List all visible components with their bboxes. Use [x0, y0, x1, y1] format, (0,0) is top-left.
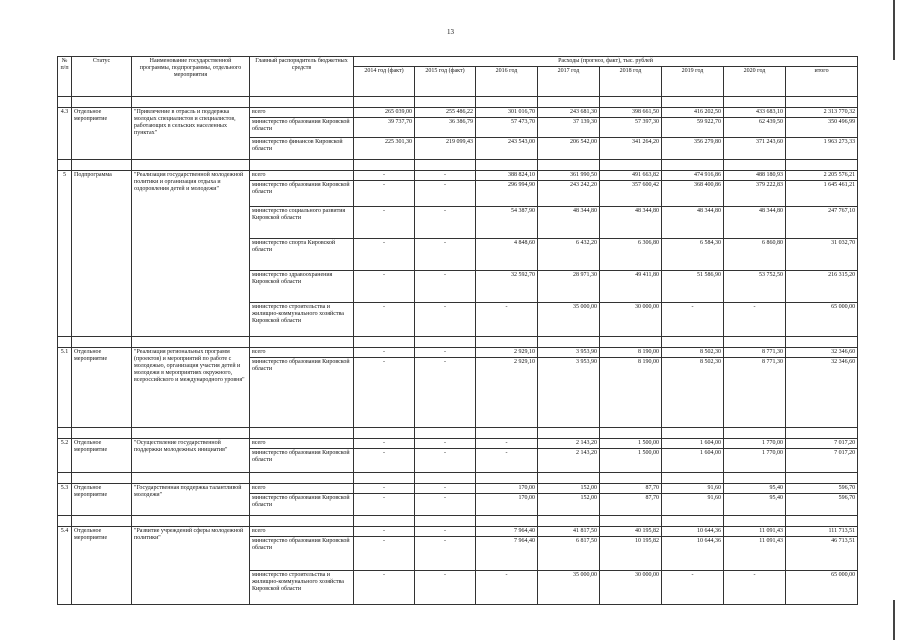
gap-cell: [72, 516, 132, 527]
row-value: 206 542,00: [538, 138, 600, 160]
gap-cell: [476, 97, 538, 108]
row-value: 3 953,90: [538, 348, 600, 358]
row-value: 243 242,20: [538, 181, 600, 207]
row-value: 379 222,83: [724, 181, 786, 207]
row-value: 28 971,30: [538, 271, 600, 303]
row-value: 350 496,99: [786, 118, 858, 138]
gap-cell: [72, 160, 132, 171]
gap-cell: [354, 473, 415, 484]
gap-cell: [538, 160, 600, 171]
row-value: 6 306,80: [600, 239, 662, 271]
gap-cell: [724, 473, 786, 484]
row-number: 5.4: [58, 527, 72, 605]
row-value: -: [354, 494, 415, 516]
row-value: 62 439,50: [724, 118, 786, 138]
gap-cell: [132, 160, 250, 171]
row-value: 8 502,30: [662, 348, 724, 358]
row-value: -: [415, 303, 476, 337]
row-value: 152,00: [538, 494, 600, 516]
header-year: 2015 год (факт): [415, 67, 476, 97]
gap-cell: [58, 337, 72, 348]
row-executor: министерство спорта Кировской области: [250, 239, 354, 271]
row-value: 48 344,80: [724, 207, 786, 239]
row-value: 255 486,22: [415, 108, 476, 118]
row-value: 1 770,00: [724, 449, 786, 473]
row-measure-name: "Реализация государственной молодежной политики и организация отдыха и оздоровления детей и молодежи": [132, 171, 250, 337]
gap-cell: [662, 97, 724, 108]
row-value: 596,70: [786, 484, 858, 494]
row-value: 1 645 461,21: [786, 181, 858, 207]
gap-cell: [132, 428, 250, 439]
row-value: 35 000,00: [538, 303, 600, 337]
row-value: -: [415, 358, 476, 428]
gap-cell: [476, 516, 538, 527]
row-value: 225 301,30: [354, 138, 415, 160]
gap-cell: [354, 160, 415, 171]
row-value: 57 397,30: [600, 118, 662, 138]
budget-table: [57, 56, 858, 605]
row-value: -: [354, 439, 415, 449]
row-value: 491 663,82: [600, 171, 662, 181]
row-status: Подпрограмма: [72, 171, 132, 337]
block-gap-row: [58, 473, 858, 484]
gap-cell: [354, 428, 415, 439]
row-executor: министерство образования Кировской области: [250, 494, 354, 516]
gap-cell: [786, 428, 858, 439]
row-value: 111 713,51: [786, 527, 858, 537]
row-value: 54 387,90: [476, 207, 538, 239]
row-value: 46 713,51: [786, 537, 858, 571]
row-value: 1 963 273,33: [786, 138, 858, 160]
page-number: 13: [447, 28, 454, 36]
header-year: 2017 год: [538, 67, 600, 97]
gap-cell: [538, 337, 600, 348]
table-row: [58, 348, 858, 358]
row-value: -: [476, 449, 538, 473]
row-value: 8 771,30: [724, 358, 786, 428]
row-value: -: [724, 303, 786, 337]
row-value: -: [476, 571, 538, 605]
gap-cell: [600, 473, 662, 484]
gap-cell: [786, 160, 858, 171]
row-value: 1 500,00: [600, 449, 662, 473]
row-value: 30 000,00: [600, 303, 662, 337]
row-value: 474 916,86: [662, 171, 724, 181]
gap-cell: [786, 516, 858, 527]
row-value: 59 922,70: [662, 118, 724, 138]
row-value: 87,70: [600, 494, 662, 516]
row-value: -: [415, 494, 476, 516]
row-value: 357 600,42: [600, 181, 662, 207]
block-gap-row: [58, 516, 858, 527]
row-value: -: [415, 527, 476, 537]
gap-cell: [250, 473, 354, 484]
gap-cell: [415, 97, 476, 108]
row-number: 5.3: [58, 484, 72, 516]
gap-cell: [724, 97, 786, 108]
row-value: 170,00: [476, 484, 538, 494]
row-value: -: [354, 358, 415, 428]
header-row: [58, 57, 858, 67]
row-value: 11 091,43: [724, 537, 786, 571]
row-value: 2 929,10: [476, 358, 538, 428]
row-value: 11 091,43: [724, 527, 786, 537]
header-num: № п/п: [58, 57, 72, 97]
row-value: -: [662, 303, 724, 337]
row-value: 3 953,90: [538, 358, 600, 428]
row-value: 368 400,86: [662, 181, 724, 207]
gap-cell: [132, 516, 250, 527]
row-value: 2 143,20: [538, 439, 600, 449]
row-value: 1 770,00: [724, 439, 786, 449]
row-number: 5.2: [58, 439, 72, 473]
row-value: 87,70: [600, 484, 662, 494]
row-value: 371 243,60: [724, 138, 786, 160]
gap-cell: [786, 97, 858, 108]
row-value: 95,40: [724, 484, 786, 494]
row-measure-name: "Развитие учреждений сферы молодежной политики": [132, 527, 250, 605]
row-value: 2 929,10: [476, 348, 538, 358]
row-value: 1 604,00: [662, 449, 724, 473]
row-value: 170,00: [476, 494, 538, 516]
gap-cell: [600, 516, 662, 527]
row-value: -: [354, 303, 415, 337]
row-value: 57 473,70: [476, 118, 538, 138]
row-value: -: [415, 239, 476, 271]
row-number: 5.1: [58, 348, 72, 428]
row-value: 265 039,00: [354, 108, 415, 118]
header-name: Наименование государственной программы, подпрограммы, отдельного мероприятия: [132, 57, 250, 97]
row-value: -: [662, 571, 724, 605]
row-value: 37 139,30: [538, 118, 600, 138]
row-value: 8 502,30: [662, 358, 724, 428]
row-status: Отдельное мероприятие: [72, 348, 132, 428]
row-value: -: [415, 348, 476, 358]
gap-cell: [538, 428, 600, 439]
gap-cell: [72, 337, 132, 348]
row-executor: министерство образования Кировской области: [250, 358, 354, 428]
row-value: 91,60: [662, 494, 724, 516]
row-value: 35 000,00: [538, 571, 600, 605]
row-executor: министерство образования Кировской области: [250, 118, 354, 138]
gap-cell: [476, 428, 538, 439]
row-value: -: [354, 527, 415, 537]
row-value: 8 190,00: [600, 348, 662, 358]
gap-cell: [476, 337, 538, 348]
row-value: 7 017,20: [786, 449, 858, 473]
gap-cell: [724, 337, 786, 348]
row-measure-name: "Реализация региональных программ (проектов) и мероприятий по работе с молодежью, организация участия детей и молодежи в мероприятиях окружного, всероссийского и международного уровня": [132, 348, 250, 428]
gap-cell: [132, 337, 250, 348]
row-value: 2 205 576,21: [786, 171, 858, 181]
row-value: 219 099,43: [415, 138, 476, 160]
row-value: 32 592,70: [476, 271, 538, 303]
row-value: 30 000,00: [600, 571, 662, 605]
row-value: -: [415, 571, 476, 605]
gap-cell: [250, 160, 354, 171]
gap-cell: [415, 516, 476, 527]
row-value: -: [415, 181, 476, 207]
header-year: 2016 год: [476, 67, 538, 97]
gap-cell: [476, 160, 538, 171]
row-value: -: [354, 171, 415, 181]
gap-cell: [72, 428, 132, 439]
row-value: 10 644,36: [662, 527, 724, 537]
row-value: 2 313 770,32: [786, 108, 858, 118]
gap-cell: [724, 428, 786, 439]
row-value: 39 737,70: [354, 118, 415, 138]
row-value: 65 000,00: [786, 571, 858, 605]
header-year: 2020 год: [724, 67, 786, 97]
row-executor: министерство строительства и жилищно-коммунального хозяйства Кировской области: [250, 571, 354, 605]
block-gap-row: [58, 337, 858, 348]
gap-cell: [786, 337, 858, 348]
gap-cell: [58, 516, 72, 527]
table-row: [58, 527, 858, 537]
row-value: 433 683,10: [724, 108, 786, 118]
gap-cell: [132, 473, 250, 484]
row-value: 1 604,00: [662, 439, 724, 449]
scan-edge-mark: [893, 600, 895, 640]
row-value: -: [415, 537, 476, 571]
gap-cell: [662, 473, 724, 484]
row-value: 8 771,30: [724, 348, 786, 358]
gap-cell: [250, 516, 354, 527]
row-value: 1 500,00: [600, 439, 662, 449]
row-executor: всего: [250, 484, 354, 494]
row-value: 48 344,80: [600, 207, 662, 239]
gap-cell: [786, 473, 858, 484]
gap-cell: [250, 97, 354, 108]
row-value: -: [354, 484, 415, 494]
row-value: 7 964,40: [476, 537, 538, 571]
row-executor: министерство образования Кировской области: [250, 537, 354, 571]
row-value: 10 644,36: [662, 537, 724, 571]
header-year: 2019 год: [662, 67, 724, 97]
row-value: -: [354, 239, 415, 271]
gap-cell: [662, 337, 724, 348]
row-executor: министерство образования Кировской области: [250, 449, 354, 473]
row-executor: министерство социального развития Кировской области: [250, 207, 354, 239]
row-value: 6 860,80: [724, 239, 786, 271]
row-value: 341 264,20: [600, 138, 662, 160]
scan-edge-mark: [893, 0, 895, 60]
row-value: 243 543,00: [476, 138, 538, 160]
row-value: 356 279,80: [662, 138, 724, 160]
block-gap-row: [58, 97, 858, 108]
row-executor: министерство образования Кировской области: [250, 181, 354, 207]
row-executor: министерство финансов Кировской области: [250, 138, 354, 160]
row-value: 216 315,20: [786, 271, 858, 303]
gap-cell: [600, 337, 662, 348]
row-value: 388 824,10: [476, 171, 538, 181]
row-value: 91,60: [662, 484, 724, 494]
row-value: 4 848,60: [476, 239, 538, 271]
gap-cell: [354, 97, 415, 108]
header-executor: Главный распорядитель бюджетных средств: [250, 57, 354, 97]
row-status: Отдельное мероприятие: [72, 484, 132, 516]
header-expenses: Расходы (прогноз, факт), тыс. рублей: [354, 57, 858, 67]
header-year: итого: [786, 67, 858, 97]
header-status: Статус: [72, 57, 132, 97]
gap-cell: [415, 337, 476, 348]
row-value: 6 432,20: [538, 239, 600, 271]
row-value: 32 346,60: [786, 348, 858, 358]
row-value: 416 202,50: [662, 108, 724, 118]
row-value: 7 964,40: [476, 527, 538, 537]
row-value: 247 767,10: [786, 207, 858, 239]
row-value: -: [724, 571, 786, 605]
row-value: 41 817,50: [538, 527, 600, 537]
row-value: 152,00: [538, 484, 600, 494]
gap-cell: [600, 160, 662, 171]
row-value: 48 344,80: [538, 207, 600, 239]
gap-cell: [354, 516, 415, 527]
gap-cell: [58, 97, 72, 108]
row-executor: всего: [250, 439, 354, 449]
block-gap-row: [58, 160, 858, 171]
gap-cell: [415, 473, 476, 484]
row-value: -: [415, 207, 476, 239]
gap-cell: [132, 97, 250, 108]
row-value: 49 411,80: [600, 271, 662, 303]
gap-cell: [662, 428, 724, 439]
gap-cell: [476, 473, 538, 484]
table-row: [58, 484, 858, 494]
gap-cell: [58, 160, 72, 171]
row-value: -: [415, 171, 476, 181]
gap-cell: [415, 160, 476, 171]
row-status: Отдельное мероприятие: [72, 108, 132, 160]
row-number: 5: [58, 171, 72, 337]
row-value: -: [354, 537, 415, 571]
row-value: 8 190,00: [600, 358, 662, 428]
gap-cell: [724, 516, 786, 527]
gap-cell: [600, 97, 662, 108]
row-value: 596,70: [786, 494, 858, 516]
row-measure-name: "Государственная поддержка талантливой молодежи": [132, 484, 250, 516]
table-row: [58, 439, 858, 449]
row-value: -: [476, 439, 538, 449]
row-value: 301 016,70: [476, 108, 538, 118]
row-executor: всего: [250, 108, 354, 118]
gap-cell: [662, 516, 724, 527]
row-value: 361 990,50: [538, 171, 600, 181]
row-value: -: [354, 271, 415, 303]
row-value: 32 346,60: [786, 358, 858, 428]
row-value: -: [354, 181, 415, 207]
table-row: [58, 108, 858, 118]
row-value: 40 195,82: [600, 527, 662, 537]
gap-cell: [354, 337, 415, 348]
row-value: 488 180,93: [724, 171, 786, 181]
row-value: 6 584,30: [662, 239, 724, 271]
row-value: 95,40: [724, 494, 786, 516]
gap-cell: [250, 428, 354, 439]
gap-cell: [58, 428, 72, 439]
gap-cell: [600, 428, 662, 439]
gap-cell: [538, 473, 600, 484]
gap-cell: [250, 337, 354, 348]
row-value: -: [354, 348, 415, 358]
row-executor: министерство здравоохранения Кировской области: [250, 271, 354, 303]
row-value: 36 386,79: [415, 118, 476, 138]
table-row: [58, 171, 858, 181]
row-value: -: [415, 484, 476, 494]
row-value: 53 752,50: [724, 271, 786, 303]
row-value: 2 143,20: [538, 449, 600, 473]
row-executor: всего: [250, 527, 354, 537]
gap-cell: [415, 428, 476, 439]
row-executor: всего: [250, 348, 354, 358]
row-value: 7 017,20: [786, 439, 858, 449]
gap-cell: [538, 516, 600, 527]
row-value: 51 586,90: [662, 271, 724, 303]
row-executor: всего: [250, 171, 354, 181]
row-value: 65 000,00: [786, 303, 858, 337]
row-value: 48 344,80: [662, 207, 724, 239]
row-status: Отдельное мероприятие: [72, 439, 132, 473]
header-year: 2018 год: [600, 67, 662, 97]
row-value: -: [354, 207, 415, 239]
row-value: 10 195,82: [600, 537, 662, 571]
row-value: 243 681,30: [538, 108, 600, 118]
gap-cell: [72, 473, 132, 484]
row-status: Отдельное мероприятие: [72, 527, 132, 605]
gap-cell: [58, 473, 72, 484]
gap-cell: [538, 97, 600, 108]
gap-cell: [662, 160, 724, 171]
gap-cell: [724, 160, 786, 171]
gap-cell: [72, 97, 132, 108]
row-value: -: [354, 449, 415, 473]
row-value: 31 032,70: [786, 239, 858, 271]
row-value: -: [415, 271, 476, 303]
block-gap-row: [58, 428, 858, 439]
row-measure-name: "Привлечение в отрасль и поддержка молодых специалистов и специалистов, работающих в сельских населенных пунктах": [132, 108, 250, 160]
row-value: 398 661,50: [600, 108, 662, 118]
row-value: -: [476, 303, 538, 337]
row-value: -: [415, 449, 476, 473]
row-value: 6 817,50: [538, 537, 600, 571]
row-measure-name: "Осуществление государственной поддержки молодежных инициатив": [132, 439, 250, 473]
row-value: -: [354, 571, 415, 605]
row-value: -: [415, 439, 476, 449]
row-number: 4.3: [58, 108, 72, 160]
header-year: 2014 год (факт): [354, 67, 415, 97]
row-value: 296 994,90: [476, 181, 538, 207]
row-executor: министерство строительства и жилищно-коммунального хозяйства Кировской области: [250, 303, 354, 337]
